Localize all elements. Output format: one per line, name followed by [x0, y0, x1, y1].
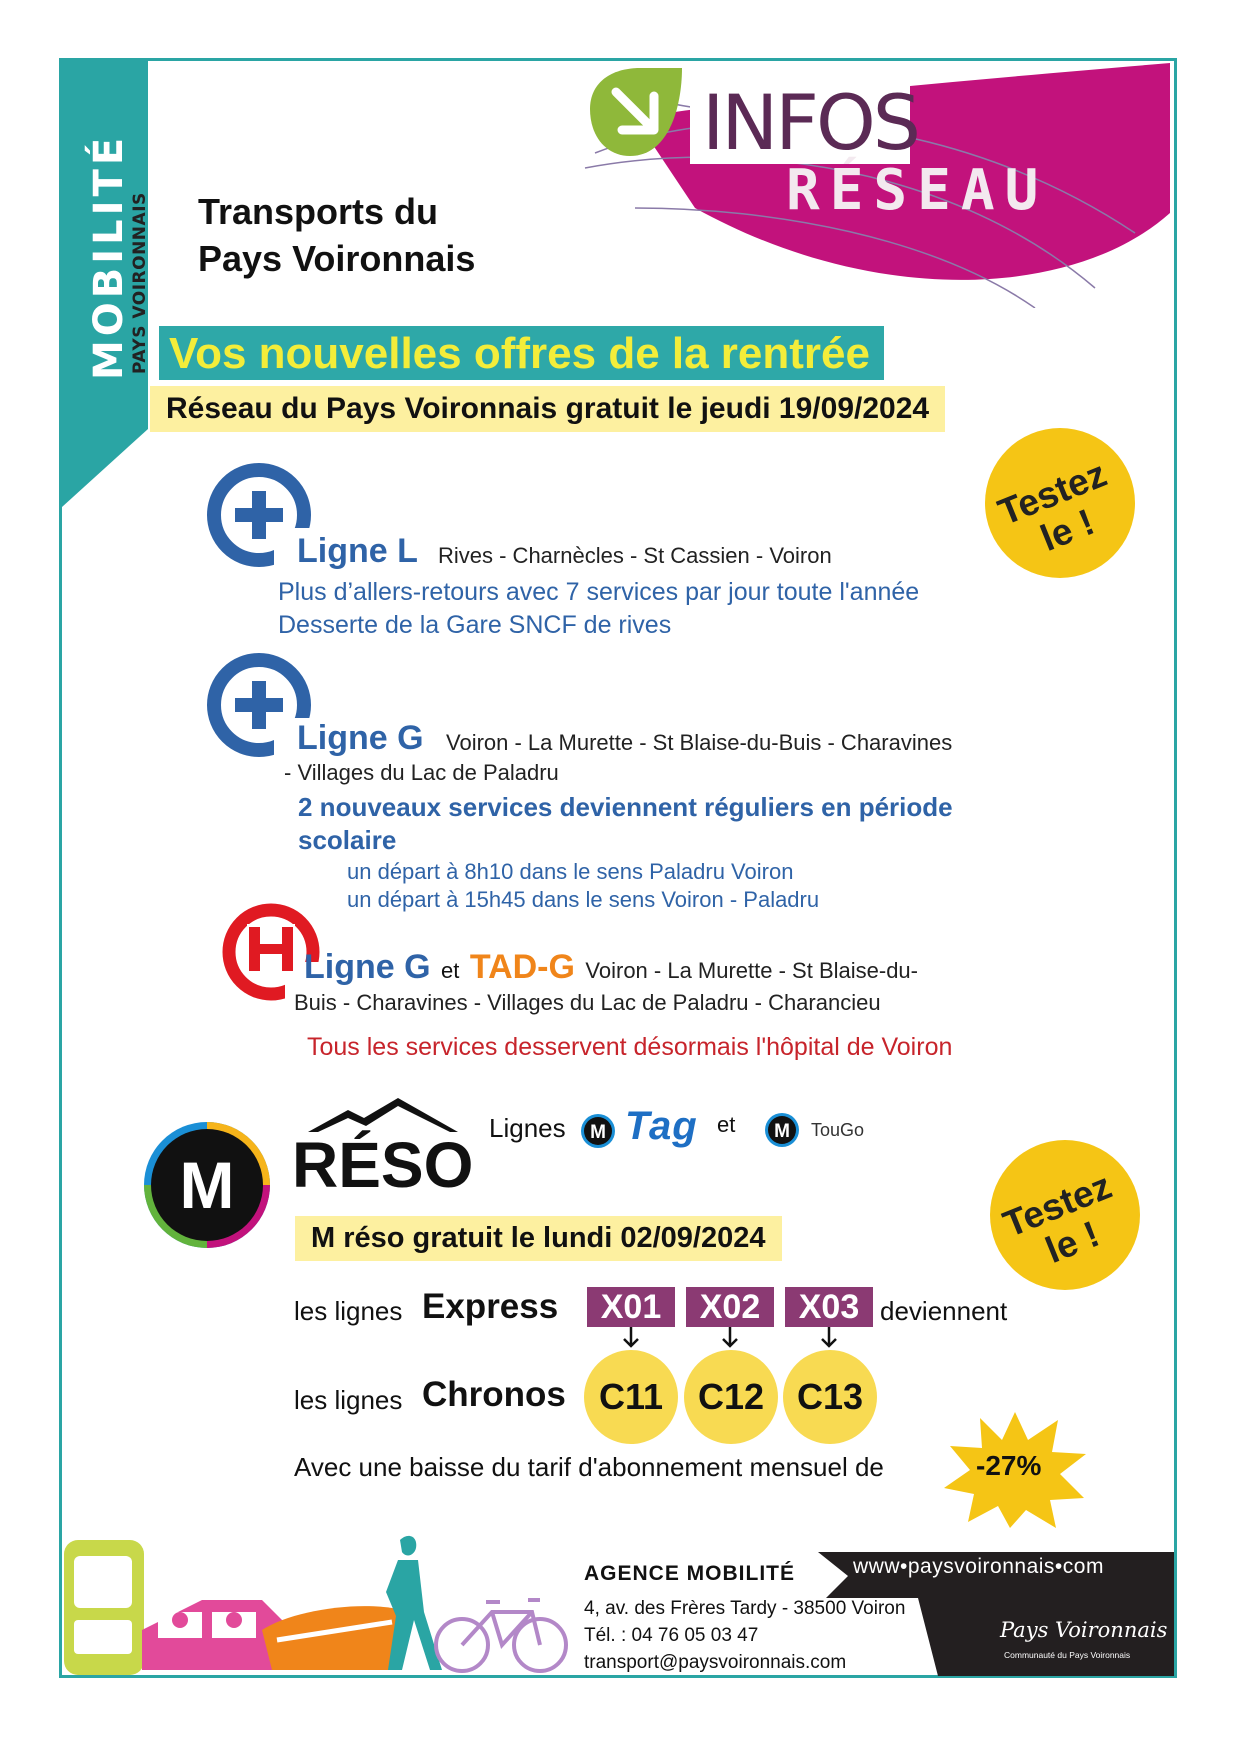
agency-title: AGENCE MOBILITÉ	[584, 1562, 796, 1585]
ligne-g-name: Ligne G	[297, 719, 424, 757]
arrow-down-icon	[620, 1327, 642, 1349]
agency-email[interactable]: transport@paysvoironnais.com	[584, 1652, 847, 1673]
svg-text:M: M	[590, 1122, 606, 1143]
m-reso-logo-icon	[140, 1118, 274, 1252]
ligne-g-h-et: et	[441, 958, 460, 983]
arrow-down-icon	[818, 1327, 840, 1349]
tarif-text: Avec une baisse du tarif d'abonnement mensuel de	[294, 1452, 884, 1482]
arrow-down-icon	[719, 1327, 741, 1349]
express-badge-x03: X03	[785, 1287, 873, 1327]
ligne-g-route-2: - Villages du Lac de Paladru	[284, 760, 559, 785]
ligne-g-h-route-1: Voiron - La Murette - St Blaise-du-	[585, 958, 918, 983]
deviennent-label: deviennent	[880, 1296, 1008, 1326]
testez-badge	[990, 1140, 1140, 1290]
headline: Vos nouvelles offres de la rentrée	[159, 326, 884, 380]
express-word: Express	[422, 1287, 559, 1326]
ligne-g-detail-2: un départ à 15h45 dans le sens Voiron - Paladru	[347, 887, 820, 912]
transport-illustration	[62, 1520, 582, 1675]
m-network-icon	[764, 1112, 800, 1148]
page-title	[198, 188, 475, 282]
express-badge-x02: X02	[686, 1287, 774, 1327]
express-prefix: les lignes	[294, 1296, 403, 1326]
ligne-g-detail-1: un départ à 8h10 dans le sens Paladru Voiron	[347, 859, 794, 884]
ligne-l-note-1: Plus d’allers-retours avec 7 services par jour toute l'année	[278, 578, 920, 606]
discount-value: -27%	[976, 1450, 1042, 1481]
hospital-note: Tous les services desservent désormais l'hôpital de Voiron	[307, 1033, 953, 1061]
testez-label: Testez le !	[997, 1164, 1118, 1272]
svg-text:M: M	[774, 1121, 790, 1142]
express-badge-x01: X01	[587, 1287, 675, 1327]
sidebar-brand: MOBILITÉ	[86, 133, 132, 380]
badge-infos: INFOS	[702, 78, 919, 167]
lignes-label: Lignes	[489, 1113, 566, 1143]
chronos-badge-c12: C12	[684, 1350, 778, 1444]
m-network-icon	[580, 1113, 616, 1149]
ligne-g-note-2: scolaire	[298, 825, 397, 855]
page-title-line-1: Transports du	[198, 191, 439, 232]
ligne-g-h-name: Ligne G	[304, 948, 431, 986]
ligne-g-route-1: Voiron - La Murette - St Blaise-du-Buis - Charavines	[446, 730, 953, 755]
website-link[interactable]: www•paysvoironnais•com	[853, 1555, 1104, 1578]
tad-g-name: TAD-G	[469, 948, 575, 986]
chronos-prefix: les lignes	[294, 1385, 403, 1415]
chronos-badge-c11: C11	[584, 1350, 678, 1444]
ligne-l-name: Ligne L	[297, 532, 418, 570]
chronos-word: Chronos	[422, 1375, 566, 1414]
sub-banner: Réseau du Pays Voironnais gratuit le jeudi 19/09/2024	[150, 386, 945, 432]
agency-address: 4, av. des Frères Tardy - 38500 Voiron	[584, 1598, 906, 1619]
mreso-banner: M réso gratuit le lundi 02/09/2024	[295, 1216, 782, 1261]
ligne-g-h-route-2: Buis - Charavines - Villages du Lac de Paladru - Charancieu	[294, 990, 881, 1015]
badge-reseau: RÉSEAU	[786, 158, 1049, 223]
agency-phone: Tél. : 04 76 05 03 47	[584, 1625, 759, 1646]
pays-voironnais-logo-sub: Communauté du Pays Voironnais	[1004, 1650, 1131, 1660]
ligne-g-note-1: 2 nouveaux services deviennent réguliers en période	[298, 792, 953, 822]
sidebar-brand-sub: PAYS VOIRONNAIS	[130, 192, 150, 374]
testez-label: Testez le !	[992, 452, 1113, 560]
chronos-badge-c13: C13	[783, 1350, 877, 1444]
m-reso-logo-word: RÉSO	[292, 1129, 474, 1201]
testez-badge	[985, 428, 1135, 578]
ligne-l-route: Rives - Charnècles - St Cassien - Voiron	[438, 543, 832, 568]
pays-voironnais-logo: Pays Voironnais	[1000, 1618, 1168, 1642]
lignes-et: et	[717, 1112, 736, 1137]
tag-logo: Tag	[625, 1104, 698, 1148]
tougo-logo: TouGo	[811, 1120, 865, 1140]
ligne-l-note-2: Desserte de la Gare SNCF de rives	[278, 611, 672, 639]
m-reso-logo-letter: M	[179, 1148, 235, 1222]
page-title-line-2: Pays Voironnais	[198, 238, 476, 279]
arrow-down-right-icon	[582, 64, 692, 164]
ligne-g-hospital-heading	[304, 948, 918, 987]
